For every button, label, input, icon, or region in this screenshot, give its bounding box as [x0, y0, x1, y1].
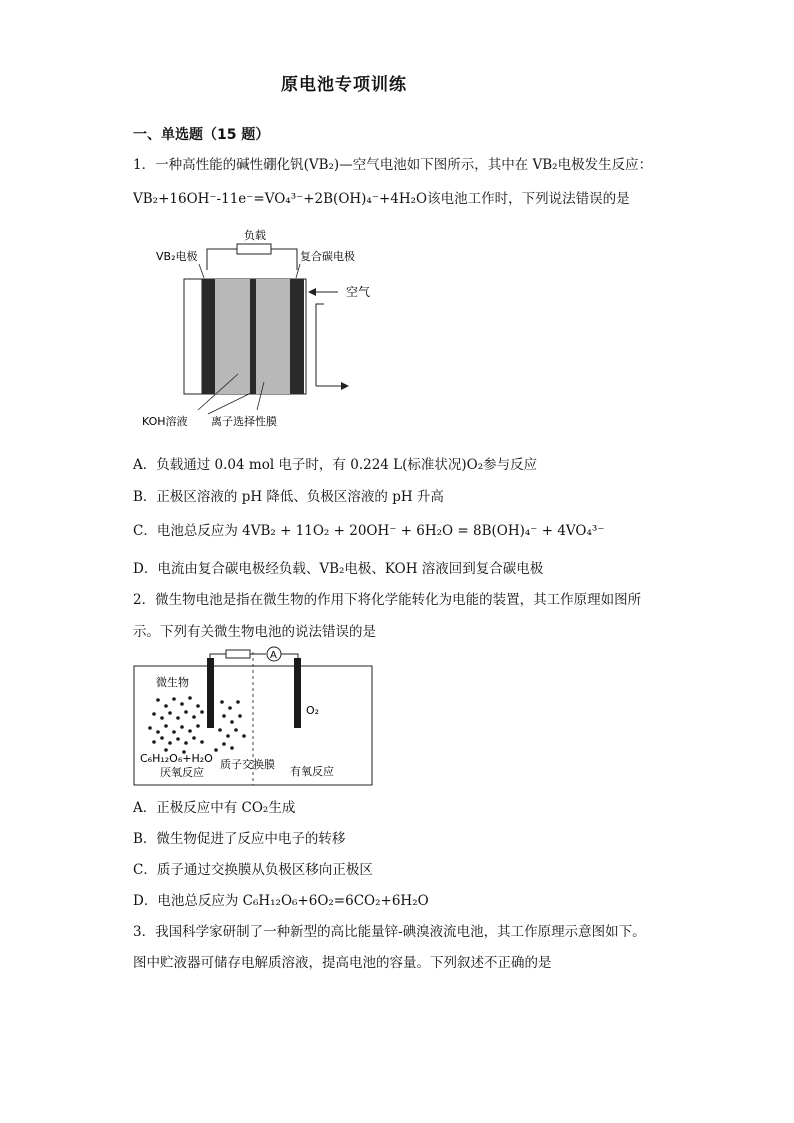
q2-option-a: A．正极反应中有 CO₂生成	[133, 800, 296, 816]
membrane-label: 离子选择性膜	[211, 415, 277, 428]
load-label: 负载	[244, 229, 266, 242]
cathode	[294, 658, 301, 728]
q1-option-b: B．正极区溶液的 pH 降低、负极区溶液的 pH 升高	[133, 489, 444, 505]
membrane-label: 质子交换膜	[220, 758, 275, 771]
load-resistor	[237, 244, 271, 254]
koh-solution-left	[215, 279, 250, 394]
q1-stem-line1: 1．一种高性能的碱性硼化钒(VB₂)—空气电池如下图所示，其中在 VB₂电极发生反应：	[133, 157, 653, 173]
ion-membrane	[250, 279, 256, 394]
oxygen-label: O₂	[306, 704, 320, 717]
q1-option-a: A．负载通过 0.04 mol 电子时，有 0.224 L(标准状况)O₂参与反应	[133, 457, 538, 473]
anaerobic-label: 厌氧反应	[160, 766, 204, 779]
anode	[207, 658, 214, 728]
air-label: 空气	[346, 285, 371, 299]
q1-stem-line2: VB₂+16OH⁻-11e⁻=VO₄³⁻+2B(OH)₄⁻+4H₂O该电池工作时，下列说法错误的是	[133, 191, 630, 207]
carbon-electrode-label: 复合碳电极	[300, 250, 355, 263]
koh-label: KOH溶液	[142, 415, 188, 428]
q1-option-d: D．电流由复合碳电极经负载、VB₂电极、KOH 溶液回到复合碳电极	[133, 561, 544, 577]
section-heading: 一、单选题（15 题）	[133, 127, 270, 143]
ammeter-label: A	[270, 650, 277, 661]
q2-option-c: C．质子通过交换膜从负极区移向正极区	[133, 862, 373, 878]
q2-stem-line2: 示。下列有关微生物电池的说法错误的是	[133, 624, 376, 640]
q2-option-b: B．微生物促进了反应中电子的转移	[133, 831, 346, 847]
vb2-electrode-label: VB₂电极	[156, 250, 198, 263]
q2-microbial-cell-figure	[130, 644, 380, 789]
q2-stem-line1: 2．微生物电池是指在微生物的作用下将化学能转化为电能的装置，其工作原理如图所	[133, 592, 642, 608]
carbon-electrode	[290, 279, 304, 394]
glucose-label: C₆H₁₂O₆+H₂O	[140, 752, 213, 765]
vb2-electrode	[202, 279, 215, 394]
q2-option-d: D．电池总反应为 C₆H₁₂O₆+6O₂=6CO₂+6H₂O	[133, 893, 429, 909]
koh-solution-right	[256, 279, 290, 394]
q3-stem-line2: 图中贮液器可储存电解质溶液，提高电池的容量。下列叙述不正确的是	[133, 955, 552, 971]
resistor	[226, 650, 250, 658]
page-title: 原电池专项训练	[281, 75, 407, 95]
q1-option-c: C．电池总反应为 4VB₂ + 11O₂ + 20OH⁻ + 6H₂O = 8B(OH)₄⁻ + 4VO₄³⁻	[133, 523, 605, 539]
q3-stem-line1: 3．我国科学家研制了一种新型的高比能量锌-碘溴液流电池，其工作原理示意图如下。	[133, 924, 646, 940]
microbe-label: 微生物	[156, 676, 189, 689]
q1-battery-figure	[140, 222, 400, 437]
aerobic-label: 有氧反应	[290, 765, 334, 778]
